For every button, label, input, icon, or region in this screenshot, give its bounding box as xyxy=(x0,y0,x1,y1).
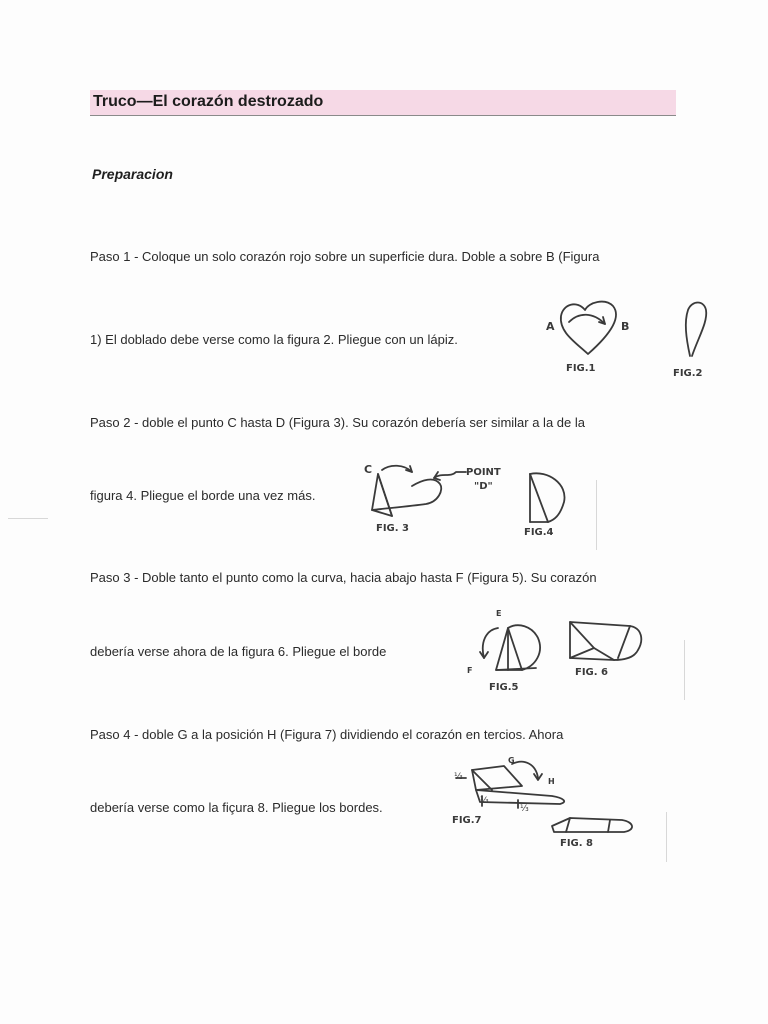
scan-artifact-line xyxy=(666,812,667,862)
page-title: Truco—El corazón destrozado xyxy=(93,93,324,110)
figure-7-label: FIG.7 xyxy=(452,815,482,826)
step-2-line-2: figura 4. Pliegue el borde una vez más. xyxy=(90,488,316,503)
figure-3-pointer-arrow xyxy=(432,468,468,482)
step-4-line-1: Paso 4 - doble G a la posición H (Figura 7) dividiendo el corazón en tercios. Ahora xyxy=(90,727,564,742)
figure-3-point-c: C xyxy=(364,463,373,476)
figure-1-point-b: B xyxy=(621,320,630,333)
figure-3-note-point: POINT xyxy=(466,467,501,478)
figure-4-drawing xyxy=(520,470,580,526)
figure-8-label: FIG. 8 xyxy=(560,838,593,849)
figure-5-point-e: E xyxy=(496,609,502,618)
figure-4-label: FIG.4 xyxy=(524,527,554,538)
figure-5-label: FIG.5 xyxy=(489,682,519,693)
figure-7-fraction-left: ⅓ xyxy=(454,772,463,782)
figure-1-point-a: A xyxy=(546,320,555,333)
step-3-line-2: debería verse ahora de la figura 6. Pliegue el borde xyxy=(90,644,387,659)
figure-2-label: FIG.2 xyxy=(673,368,703,379)
figure-3-note-d: "D" xyxy=(474,481,493,492)
figure-7-point-g: G xyxy=(508,756,515,765)
figure-5-drawing xyxy=(474,620,552,676)
figure-6-label: FIG. 6 xyxy=(575,667,608,678)
figure-7-fraction-right: ⅓ xyxy=(520,804,529,814)
scan-artifact-line xyxy=(596,480,597,550)
figure-7-point-h: H xyxy=(548,777,555,786)
step-1-line-1: Paso 1 - Coloque un solo corazón rojo sobre un superficie dura. Doble a sobre B (Figura xyxy=(90,249,600,264)
step-4-line-2: debería verse como la fiçura 8. Pliegue los bordes. xyxy=(90,800,383,815)
step-1-line-2: 1) El doblado debe verse como la figura 2. Pliegue con un lápiz. xyxy=(90,332,458,347)
figure-7-fraction-middle: ⅓ xyxy=(480,796,489,806)
figure-6-drawing xyxy=(564,618,648,666)
title-highlight-bar xyxy=(90,90,676,116)
section-heading: Preparacion xyxy=(92,166,173,182)
scan-artifact-line xyxy=(8,518,48,519)
figure-3-label: FIG. 3 xyxy=(376,523,409,534)
figure-5-point-f: F xyxy=(467,666,473,675)
figure-8-drawing xyxy=(548,814,638,838)
figure-1-label: FIG.1 xyxy=(566,363,596,374)
step-3-line-1: Paso 3 - Doble tanto el punto como la curva, hacia abajo hasta F (Figura 5). Su corazón xyxy=(90,570,597,585)
figure-7-drawing xyxy=(452,760,576,810)
figure-1-heart-drawing xyxy=(555,298,625,360)
step-2-line-1: Paso 2 - doble el punto C hasta D (Figura 3). Su corazón debería ser similar a la de la xyxy=(90,415,585,430)
figure-2-folded-heart-drawing xyxy=(680,298,710,364)
scan-artifact-line xyxy=(684,640,685,700)
